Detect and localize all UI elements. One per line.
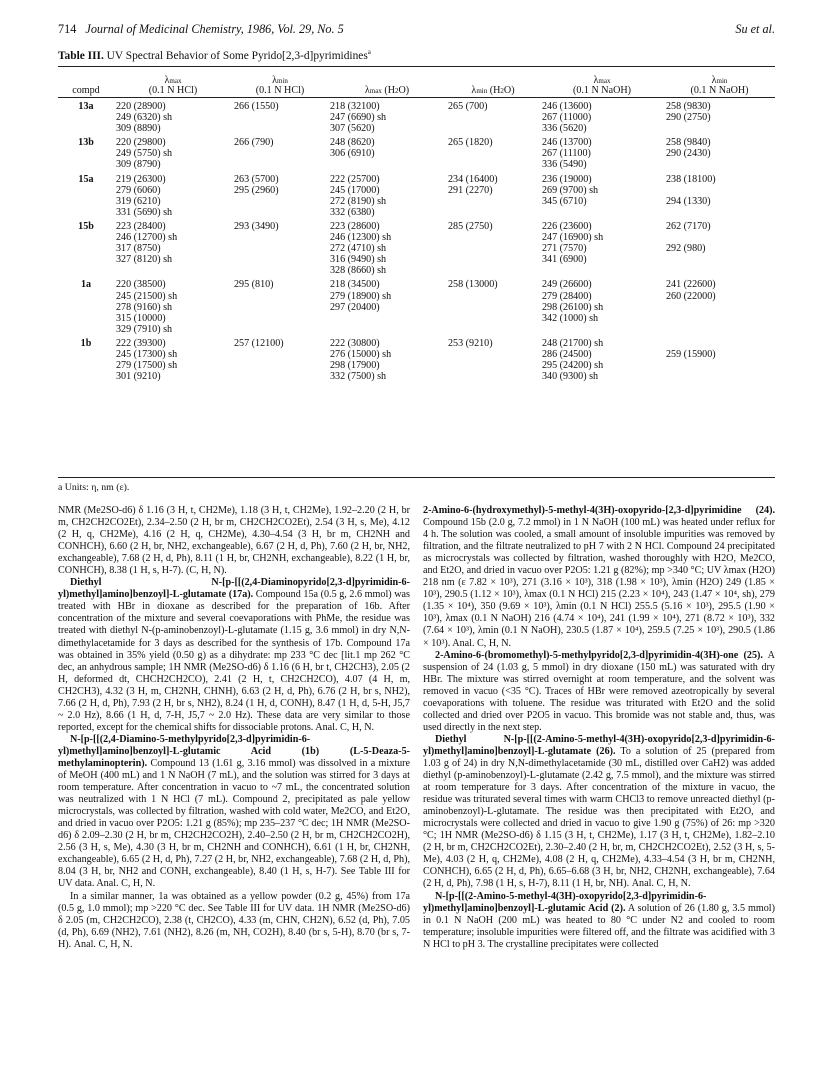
value-line: 249 (5750) sh [116, 148, 173, 160]
col-header-compd: compd [72, 84, 100, 96]
col-header-h2o-max: λmax (H2O) [364, 84, 410, 96]
cell-naoh-min [664, 134, 775, 170]
table-top-rule [58, 66, 775, 67]
value-line: 297 (20400) [330, 301, 380, 313]
compound-id: 13a [78, 101, 94, 112]
value-line: 298 (26100) sh [542, 301, 604, 313]
value-line: 295 (810) [234, 279, 274, 291]
paragraph-text: A suspension of 24 (1.03 g, 5 mmol) in dry dioxane (150 mL) was saturated with dry HBr. The mixture was stirred overnight at room temperature, and the solvent was removed in vacuo (<35 °C). Traces of HBr were removed azeotropically by several coevaporations with toluene. The residue was triturated with Et2O and the solid collected and dried over P2O5 in vacuo. This bromide was not stable and, thus, was used directly in the next step. [423, 649, 775, 733]
cell-h2o-max [328, 335, 446, 382]
value-line: 226 (23600) [542, 220, 592, 232]
value-line: 332 (6380) [330, 206, 375, 218]
value-line: 248 (8620) [330, 137, 375, 149]
cell-naoh-min [664, 98, 775, 134]
value-line: 293 (3490) [234, 220, 279, 232]
col-header-naoh-max: λmax (0.1 N NaOH) [572, 74, 632, 96]
cell-hcl-min [232, 98, 328, 134]
value-line: 291 (2270) [448, 184, 493, 196]
value-line: 267 (11000) [542, 112, 592, 124]
table-row [58, 98, 775, 134]
value-line: 241 (22600) [666, 279, 716, 291]
value-line: 272 (8190) sh [330, 195, 387, 207]
cell-h2o-max [328, 134, 446, 170]
compound-heading: 2-Amino-6-(bromomethyl)-5-methylpyrido[2,3-d]pyrimidin-4(3H)-one (25). [435, 649, 763, 661]
cell-naoh-min [664, 171, 775, 218]
table-body [58, 98, 775, 382]
value-line: 222 (25700) [330, 173, 380, 185]
compound-id: 13b [78, 137, 94, 149]
value-line: 222 (39300) [116, 337, 166, 349]
value-line: 331 (5690) sh [116, 206, 173, 218]
value-line: 258 (13000) [448, 279, 498, 291]
table-footnote: a Units: η, nm (ε). [58, 482, 130, 493]
cell-hcl-max [114, 171, 232, 218]
cell-naoh-max [540, 276, 664, 334]
value-line: 285 (2750) [448, 220, 493, 232]
cell-hcl-min [232, 335, 328, 382]
table-row [58, 218, 775, 276]
experimental-paragraph [423, 650, 775, 734]
value-line: 309 (8790) [116, 159, 161, 171]
value-line: 220 (28900) [116, 101, 166, 112]
value-line: 266 (1550) [234, 101, 279, 112]
col-header-h2o-min: λmin (H2O) [471, 84, 515, 96]
value-line: 279 (6060) [116, 184, 161, 196]
value-line: 260 (22000) [666, 290, 716, 302]
table-row [58, 335, 775, 382]
value-line: 269 (9700) sh [542, 184, 599, 196]
experimental-paragraph [58, 577, 410, 734]
value-line [666, 232, 773, 243]
value-line: 238 (18100) [666, 173, 716, 185]
compound-id: 1a [80, 279, 92, 291]
value-line: 247 (6690) sh [330, 112, 387, 124]
cell-hcl-min [232, 276, 328, 334]
value-line: 246 (12700) sh [116, 232, 178, 244]
cell-h2o-min [446, 218, 540, 276]
value-line: 249 (6320) sh [116, 112, 173, 124]
value-line: 218 (34500) [330, 279, 380, 291]
cell-h2o-max [328, 171, 446, 218]
value-line: 286 (24500) [542, 348, 592, 360]
value-line: 336 (5620) [542, 123, 587, 135]
table-title-mark: a [367, 48, 371, 56]
experimental-paragraph [423, 891, 775, 951]
value-line: 236 (19000) [542, 173, 592, 185]
cell-naoh-max [540, 335, 664, 382]
page-number: 714 [58, 22, 77, 36]
value-line: 272 (4710) sh [330, 243, 387, 255]
value-line: 219 (26300) [116, 173, 166, 185]
value-line: 245 (21500) sh [116, 290, 178, 302]
compound-heading: N-[p-[[(2-Amino-5-methyl-4(3H)-oxopyrido[2,3-d]pyrimidin-6-yl)methyl]amino]benzoyl]-L-glutamic Acid (2). [423, 890, 707, 914]
compound-heading: Diethyl N-[p-[[(2,4-Diaminopyrido[2,3-d]pyrimidin-6-yl)methyl]amino]benzoyl]-L-glutamate (17a). [58, 577, 410, 601]
paragraph-text: Compound 15a (0.5 g, 2.6 mmol) was treated with HBr in dioxane as described for the preparation of 16b. After concentration of the mixture and several coevaporations with PhMe, the residue was treated with diethyl N-(p-aminobenzoyl)-L-glutamate (1.15 g, 3.6 mmol) in dry N,N-dimethylacetamide for 3 days as described for the synthesis of 17b. Compound 17a was obtained in 35% yield (0.50 g) as a dihydrate: mp 233 °C dec [lit.1 mp 262 °C dec, an anhydrous sample; 1H NMR (Me2SO-d6) δ 1.16 (6 H, br t, CH2CH3), 2.05 (2 H, deformed dt, CHCH2CH2CO), 2.41 (2 H, t, CH2CH2CO), 4.07 (4 H, m, CH2CH3), 4.32 (3 H, m, CH2NH, CHNH), 6.63 (2 H, d, Ph), 6.76 (2 H, br s, NH2), 7.66 (2 H, d, Ph), 7.93 (2 H, br s, NH2), 8.24 (1 H, d, CONH), 8.47 (1 H, d, 5-H, J5,7 ~ 2.0 Hz), 8.66 (1 H, d, 7-H, J5,7 ~ 2.0 Hz). These data are very similar to those reported, except for the chemical shifts for dissociable protons. Anal. C, H, N. [58, 589, 410, 733]
value-line: 306 (6910) [330, 148, 375, 160]
table-caption [58, 48, 371, 62]
cell-naoh-min [664, 218, 775, 276]
compound-id: 15a [78, 173, 94, 185]
uv-spectra-table [58, 68, 775, 382]
value-line: 276 (15000) sh [330, 348, 392, 360]
value-line: 317 (8750) [116, 243, 161, 255]
value-line: 309 (8890) [116, 123, 161, 135]
header-authors: Su et al. [735, 22, 775, 36]
experimental-paragraph [423, 505, 775, 650]
value-line: 271 (7570) [542, 243, 587, 255]
value-line: 222 (30800) [330, 337, 380, 349]
left-text-column [58, 505, 410, 951]
value-line: 341 (6900) [542, 254, 587, 266]
paragraph-text: To a solution of 25 (prepared from 1.03 g of 24) in dry N,N-dimethylacetamide (30 mL, distilled over CaH2) was added diethyl (p-aminobenzoyl)-L-glutamate (2.42 g, 7.5 mmol), and the mixture was stirred at room temperature for 3 days. After concentration of the mixture in vacuo, the residue was triturated several times with warm CHCl3 to remove unreacted diethyl (p-aminobenzoyl)-L-glutamate. The residue was then precipitated with Et2O, and microcrystals were collected and dried in vacuo to give 1.90 g (75%) of 26: mp >320 °C; 1H NMR (Me2SO-d6) δ 1.15 (3 H, t, CH2Me), 1.17 (3 H, t, CH2Me), 1.82–2.10 (2 H, br m, CH2CH2CO2Et), 2.30–2.40 (2 H, br, m, CH2CH2CO2Et), 2.52 (3 H, s, 5-Me), 4.03 (2 H, q, CH2Me), 4.08 (2 H, q, CH2Me), 4.33–4.54 (3 H, br m, CH2NH, CONHCH), 6.65 (2 H, d, Ph), 6.65–6.68 (3 H, br, NH2, CH2NH, exchangeable), 7.64 (2 H, d, Ph), 7.98 (1 H, s, H-7), 8.11 (1 H, br, NH). Anal. C, H, N. [423, 745, 775, 890]
cell-h2o-min [446, 171, 540, 218]
compound-id: 15b [78, 220, 94, 232]
cell-naoh-max [540, 98, 664, 134]
body-paragraph [58, 891, 410, 951]
cell-hcl-max [114, 98, 232, 134]
table-label: Table III. [58, 49, 104, 62]
value-line: 278 (9160) sh [116, 301, 173, 313]
value-line: 316 (9490) sh [330, 254, 387, 266]
cell-h2o-max [328, 218, 446, 276]
value-line: 279 (28400) [542, 290, 592, 302]
value-line: 220 (29800) [116, 137, 166, 149]
value-line: 245 (17000) [330, 184, 380, 196]
value-line: 298 (17900) [330, 360, 380, 372]
journal-citation: Journal of Medicinal Chemistry, 1986, Vol. 29, No. 5 [85, 22, 344, 36]
value-line: 258 (9830) [666, 101, 711, 112]
value-line: 218 (32100) [330, 101, 380, 112]
table-title: UV Spectral Behavior of Some Pyrido[2,3-d]pyrimidines [106, 49, 368, 62]
value-line [666, 338, 773, 349]
cell-naoh-max [540, 218, 664, 276]
value-line: 292 (980) [666, 243, 706, 255]
value-line: 307 (5620) [330, 123, 375, 135]
value-line: 279 (18900) sh [330, 290, 392, 302]
header-left [58, 22, 344, 37]
cell-hcl-max [114, 335, 232, 382]
value-line: 265 (700) [448, 101, 488, 112]
value-line: 294 (1330) [666, 195, 711, 207]
paragraph-text: NMR (Me2SO-d6) δ 1.16 (3 H, t, CH2Me), 1.18 (3 H, t, CH2Me), 1.92–2.20 (2 H, br m, CH2CH2CO2Et), 2.34–2.50 (2 H, br m, CH2CH2CO2Et), 2.54 (3 H, s, Me), 4.12 (2 H, q, CH2Me), 4.16 (2 H, q, CH2Me), 4.30–4.54 (3 H, br m, CH2NH and CONHCH), 6.60 (2 H, br, NH2, exchangeable), 6.67 (2 H, d, Ph), 7.60 (2 H, br, NH2, exchangeable), 7.68 (2 H, d, Ph), 8.11 (1 H, br, CH2NH, exchangeable), 8.22 (1 H, br, CONHCH), 8.38 (1 H, s, H-7). (C, H, N). [58, 505, 410, 577]
cell-h2o-min [446, 276, 540, 334]
value-line: 249 (26600) [542, 279, 592, 291]
compound-heading: Diethyl N-[p-[[(2-Amino-5-methyl-4(3H)-oxopyrido[2,3-d]pyrimidin-6-yl)methyl]amino]benzoyl]-L-glutamate (26). [423, 733, 775, 757]
cell-hcl-max [114, 276, 232, 334]
value-line [666, 185, 773, 196]
cell-naoh-min [664, 335, 775, 382]
value-line: 315 (10000) [116, 312, 166, 324]
value-line: 257 (12100) [234, 337, 284, 349]
col-header-naoh-min: λmin (0.1 N NaOH) [690, 74, 749, 96]
cell-naoh-max [540, 171, 664, 218]
body-paragraph [58, 505, 410, 577]
value-line: 267 (11100) [542, 148, 591, 160]
table-row [58, 134, 775, 170]
value-line: 340 (9300) sh [542, 371, 599, 383]
col-header-hcl-max: λmax (0.1 N HCl) [148, 74, 198, 96]
compound-heading: 2-Amino-6-(hydroxymethyl)-5-methyl-4(3H)-oxopyrido-[2,3-d]pyrimidine (24). [423, 505, 775, 516]
table-row [58, 276, 775, 334]
cell-h2o-min [446, 98, 540, 134]
value-line: 345 (6710) [542, 195, 587, 207]
cell-hcl-max [114, 134, 232, 170]
compound-heading: N-[p-[[(2,4-Diamino-5-methylpyrido[2,3-d]pyrimidin-6-yl)methyl]amino]benzoyl]-L-glutamic Acid (1b) (L-5-Deaza-5-methylaminopterin). [58, 733, 410, 769]
cell-hcl-min [232, 218, 328, 276]
value-line: 328 (8660) sh [330, 265, 387, 277]
value-line: 295 (24200) sh [542, 360, 604, 372]
value-line: 223 (28600) [330, 220, 380, 232]
value-line: 234 (16400) [448, 173, 498, 185]
cell-h2o-min [446, 335, 540, 382]
value-line: 290 (2430) [666, 148, 711, 160]
cell-hcl-max [114, 218, 232, 276]
cell-h2o-max [328, 98, 446, 134]
experimental-paragraph [58, 734, 410, 891]
value-line: 336 (5490) [542, 159, 587, 171]
paragraph-text: In a similar manner, 1a was obtained as a yellow powder (0.2 g, 45%) from 17a (0.5 g, 1.0 mmol); mp >220 °C dec. See Table III for UV data. 1H NMR (Me2SO-d6) δ 2.05 (m, CH2CH2CO), 2.38 (t, CH2CO), 4.33 (m, CHN, CH2N), 6.52 (d, Ph), 7.05 (d, Ph), 6.69 (NH2), 7.61 (NH2), 8.26 (m, NH, CO2H), 8.40 (br s, 5-H), 8.70 (br s, 7-H). Anal. C, H, N. [58, 890, 410, 950]
value-line: 246 (13700) [542, 137, 592, 149]
cell-hcl-min [232, 171, 328, 218]
paragraph-text: A solution of 26 (1.80 g, 3.5 mmol) in 0.1 N NaOH (200 mL) was heated to 80 °C under N2 and cooled to room temperature; insoluble impurities were filtered off, and the filtrate was acidified with 3 N HCl to pH 3. The crystalline precipitates were collected [423, 902, 775, 950]
value-line: 263 (5700) [234, 173, 279, 185]
value-line: 266 (790) [234, 137, 274, 149]
value-line: 327 (8120) sh [116, 254, 173, 266]
right-text-column [423, 505, 775, 951]
value-line: 295 (2960) [234, 184, 279, 196]
value-line: 246 (12300) sh [330, 232, 392, 244]
value-line: 290 (2750) [666, 112, 711, 124]
value-line: 265 (1820) [448, 137, 493, 149]
value-line: 262 (7170) [666, 220, 711, 232]
cell-naoh-min [664, 276, 775, 334]
value-line: 245 (17300) sh [116, 348, 178, 360]
value-line: 329 (7910) sh [116, 323, 173, 335]
cell-hcl-min [232, 134, 328, 170]
value-line: 319 (6210) [116, 195, 161, 207]
value-line: 342 (1000) sh [542, 312, 599, 324]
value-line: 253 (9210) [448, 337, 493, 349]
value-line: 301 (9210) [116, 371, 161, 383]
compound-id: 1b [80, 337, 92, 349]
cell-h2o-min [446, 134, 540, 170]
table-bottom-rule [58, 477, 775, 478]
experimental-paragraph [423, 734, 775, 891]
value-line: 332 (7500) sh [330, 371, 387, 383]
value-line: 246 (13600) [542, 101, 592, 112]
value-line: 248 (21700) sh [542, 337, 604, 349]
value-line: 279 (17500) sh [116, 360, 178, 372]
paragraph-text: Compound 13 (1.61 g, 3.16 mmol) was dissolved in a mixture of MeOH (400 mL) and 1 N NaOH (7 mL), and the solution was stirred for 3 days at room temperature. After concentration in vacuo to ~7 mL, the concentrated solution was neutralized with 1 N HCl (7 mL). Compound 2, precipitated as pale yellow microcrystals, was collected by filtration, washed with cold water, Me2CO, and Et2O, and dried in vacuo over P2O5: 1.21 g (85%); mp 235–237 °C dec; 1H NMR (Me2SO-d6) δ 2.09–2.30 (2 H, br m, CH2CH2CO2H), 2.40–2.50 (2 H, br m, CH2CH2CO2H), 2.56 (3 H, s, Me), 4.30 (3 H, br m, CH2NH and CONHCH), 6.61 (1 H, br, CH2NH, exchangeable), 6.65 (2 H, d, Ph), 7.27 (2 H, br, NH2, exchangeable), 7.68 (2 H, d, Ph), 8.04 (3 H, br, NH2 and CONH, exchangeable), 8.40 (1 H, s, H-7). See Table III for UV data. Anal. C, H, N. [58, 757, 410, 890]
value-line: 223 (28400) [116, 220, 166, 232]
running-header [58, 22, 775, 38]
value-line: 259 (15900) [666, 348, 716, 360]
value-line: 220 (38500) [116, 279, 166, 291]
value-line: 247 (16900) sh [542, 232, 604, 244]
col-header-hcl-min: λmin (0.1 N HCl) [255, 74, 305, 96]
cell-naoh-max [540, 134, 664, 170]
value-line: 258 (9840) [666, 137, 711, 149]
cell-h2o-max [328, 276, 446, 334]
table-row [58, 171, 775, 218]
paragraph-text: Compound 15b (2.0 g, 7.2 mmol) in 1 N NaOH (100 mL) was heated under reflux for 4 h. The solution was cooled, a small amount of insoluble impurities was removed by filtration, and the filtrate neutralized to pH 7 with 2 N HCl. Compound 24 precipitated as microcrystals was collected by filtration, washed thoroughly with H2O, Me2CO, and Et2O, and dried in vacuo over P2O5: 1.21 g (82%); mp >340 °C; UV λmax (H2O) 218 nm (ε 7.82 × 10³), 271 (3.16 × 10³), 318 (1.98 × 10³), λmin (H2O) 249 (1.85 × 10³), 290.5 (1.12 × 10³), λmax (0.1 N HCl) 215 (2.23 × 10⁴), 243 (1.47 × 10⁴, sh), 279 (1.35 × 10⁴), 350 (9.69 × 10³), λmin (0.1 N HCl) 255.5 (5.16 × 10³), 295.5 (1.90 × 10³), λmax (0.1 N NaOH) 216 (4.74 × 10⁴), 241 (1.99 × 10⁴), 271 (8.72 × 10³), 332 (7.64 × 10³), λmin (0.1 N NaOH), 230.5 (1.87 × 10⁴), 259.5 (7.25 × 10³), 290.5 (1.86 × 10³). Anal. C, H, N. [423, 517, 775, 649]
